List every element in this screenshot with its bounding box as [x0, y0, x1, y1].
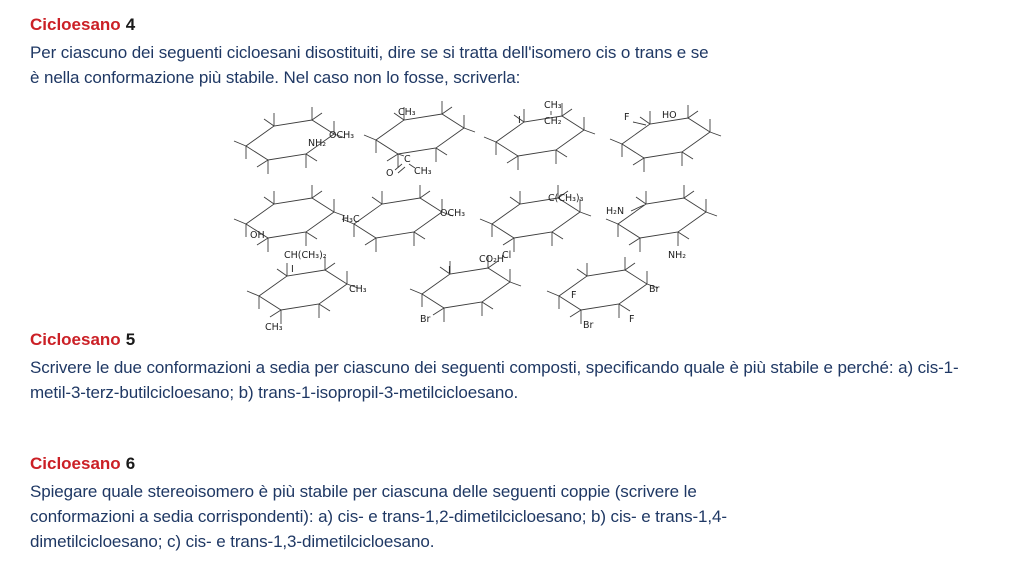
- cyclohexane-ring: [496, 116, 584, 156]
- body-line: dimetilcicloesano; c) cis- e trans-1,3-dimetilcicloesano.: [30, 532, 435, 551]
- substituent-label: I: [291, 264, 294, 275]
- substituent-label: I: [448, 265, 451, 276]
- substituent-label: C: [404, 154, 411, 165]
- hydrogen-bond-line: [372, 197, 382, 204]
- hydrogen-bond-line: [247, 291, 259, 296]
- hydrogen-bond-line: [257, 160, 268, 167]
- substituent-label: CH₃: [398, 107, 416, 118]
- section-body: [30, 355, 1010, 405]
- substituent-label: F: [629, 314, 635, 325]
- substituent-label: OH: [250, 230, 265, 241]
- hydrogen-bond-line: [547, 291, 559, 296]
- hydrogen-bond-line: [364, 135, 376, 140]
- hydrogen-bond-line: [552, 232, 563, 239]
- section-title-word: Cicloesano: [30, 454, 121, 473]
- hydrogen-bond-line: [306, 154, 317, 161]
- section-title-word: Cicloesano: [30, 330, 121, 349]
- cyclohexane-ring: [422, 268, 510, 308]
- substituent-label: CH₂: [544, 116, 562, 127]
- hydrogen-bond-line: [684, 191, 694, 198]
- body-line: Spiegare quale stereoisomero è più stabile per ciascuna delle seguenti coppie (scrivere le: [30, 482, 697, 501]
- hydrogen-bond-line: [570, 310, 581, 317]
- substituent-label: CH₃: [265, 322, 283, 333]
- substituent-label: CO₂H: [479, 254, 505, 265]
- substituent-label: H₃C: [342, 214, 360, 225]
- substituent-label: NH₂: [668, 250, 687, 261]
- hydrogen-bond-line: [480, 219, 492, 224]
- cyclohexane-ring: [259, 270, 347, 310]
- hydrogen-bond-line: [234, 219, 246, 224]
- hydrogen-bond-line: [633, 158, 644, 165]
- hydrogen-bond-line: [234, 141, 246, 146]
- hydrogen-bond-line: [387, 154, 398, 161]
- hydrogen-bond-line: [510, 197, 520, 204]
- substituent-label: Br: [420, 314, 431, 325]
- hydrogen-bond-line: [562, 109, 572, 116]
- hydrogen-bond-line: [706, 212, 717, 216]
- substituent-label: O: [386, 168, 394, 179]
- hydrogen-bond-line: [414, 232, 425, 239]
- hydrogen-bond-line: [482, 302, 493, 309]
- hydrogen-bond-line: [507, 156, 518, 163]
- hydrogen-bond-line: [264, 197, 274, 204]
- hydrogen-bond-line: [312, 191, 322, 198]
- section-title: [30, 453, 1010, 475]
- hydrogen-bond-line: [264, 119, 274, 126]
- section-cicloesano-6: [30, 453, 1010, 554]
- substituent-label: CH₃: [544, 100, 562, 111]
- hydrogen-bond-line: [580, 212, 591, 216]
- substituent-label: OCH₃: [440, 208, 466, 219]
- body-line: Scrivere le due conformazioni a sedia per ciascuno dei seguenti composti, specificando quale è più stabile e perché: a) cis-1-: [30, 358, 959, 377]
- substituent-label: OCH₃: [329, 130, 355, 141]
- section-title: [30, 329, 1010, 351]
- hydrogen-bond-line: [365, 238, 376, 245]
- hydrogen-bond-line: [556, 150, 567, 157]
- hydrogen-bond-line: [610, 139, 622, 144]
- hydrogen-bond-line: [436, 148, 447, 155]
- substituent-label: F: [571, 290, 577, 301]
- hydrogen-bond-line: [270, 310, 281, 317]
- chair-structure: [608, 100, 758, 192]
- cyclohexane-ring: [618, 198, 706, 238]
- substituent-label: CH₃: [349, 284, 367, 295]
- section-number: 6: [125, 454, 136, 473]
- substituent-label: I: [518, 115, 521, 126]
- section-title-word: Cicloesano: [30, 15, 121, 34]
- body-line: conformazioni a sedia corrispondenti): a) cis- e trans-1,2-dimetilcicloesano; b) cis- e trans-1,4-: [30, 507, 727, 526]
- substituent-bond-line: [633, 122, 646, 125]
- hydrogen-bond-line: [710, 132, 721, 136]
- substituent-label: CH₃: [414, 166, 432, 177]
- section-title: [30, 14, 1010, 36]
- cyclohexane-ring: [354, 198, 442, 238]
- section-body: [30, 479, 1010, 554]
- hydrogen-bond-line: [484, 137, 496, 142]
- hydrogen-bond-line: [464, 128, 475, 132]
- hydrogen-bond-line: [503, 238, 514, 245]
- section-cicloesano-4: [30, 14, 1010, 90]
- hydrogen-bond-line: [640, 117, 650, 124]
- hydrogen-bond-line: [312, 113, 322, 120]
- hydrogen-bond-line: [678, 232, 689, 239]
- hydrogen-bond-line: [577, 269, 587, 276]
- hydrogen-bond-line: [682, 152, 693, 159]
- substituent-label: Br: [649, 284, 660, 295]
- hydrogen-bond-line: [306, 232, 317, 239]
- double-bond-line: [395, 164, 402, 170]
- hydrogen-bond-line: [420, 191, 430, 198]
- hydrogen-bond-line: [636, 197, 646, 204]
- hydrogen-bond-line: [688, 111, 698, 118]
- section-body: [30, 40, 1010, 90]
- body-line: è nella conformazione più stabile. Nel caso non lo fosse, scriverla:: [30, 68, 521, 87]
- hydrogen-bond-line: [510, 282, 521, 286]
- cyclohexane-ring: [376, 114, 464, 154]
- substituent-label: CH(CH₃)₂: [284, 250, 327, 261]
- hydrogen-bond-line: [584, 130, 595, 134]
- hydrogen-bond-line: [277, 269, 287, 276]
- hydrogen-bond-line: [619, 304, 630, 311]
- cyclohexane-ring: [492, 198, 580, 238]
- substituent-label: F: [624, 112, 630, 123]
- substituent-label: HO: [662, 110, 677, 121]
- section-number: 4: [125, 15, 136, 34]
- double-bond-line: [398, 167, 405, 173]
- hydrogen-bond-line: [625, 263, 635, 270]
- substituent-label: Br: [583, 320, 594, 331]
- substituent-label: H₂N: [606, 206, 625, 217]
- hydrogen-bond-line: [606, 219, 618, 224]
- cyclohexane-ring: [622, 118, 710, 158]
- hydrogen-bond-line: [442, 107, 452, 114]
- section-cicloesano-5: [30, 329, 1010, 405]
- substituent-label: C(CH₃)₃: [548, 193, 584, 204]
- hydrogen-bond-line: [629, 238, 640, 245]
- hydrogen-bond-line: [325, 263, 335, 270]
- substituent-label: NH₂: [308, 138, 327, 149]
- body-line: metil-3-terz-butilcicloesano; b) trans-1-isopropil-3-metilcicloesano.: [30, 383, 519, 402]
- hydrogen-bond-line: [433, 308, 444, 315]
- substituent-label: Cl: [502, 250, 512, 261]
- hydrogen-bond-line: [410, 289, 422, 294]
- section-number: 5: [125, 330, 136, 349]
- hydrogen-bond-line: [319, 304, 330, 311]
- body-line: Per ciascuno dei seguenti cicloesani disostituiti, dire se si tratta dell'isomero cis o trans e se: [30, 43, 709, 62]
